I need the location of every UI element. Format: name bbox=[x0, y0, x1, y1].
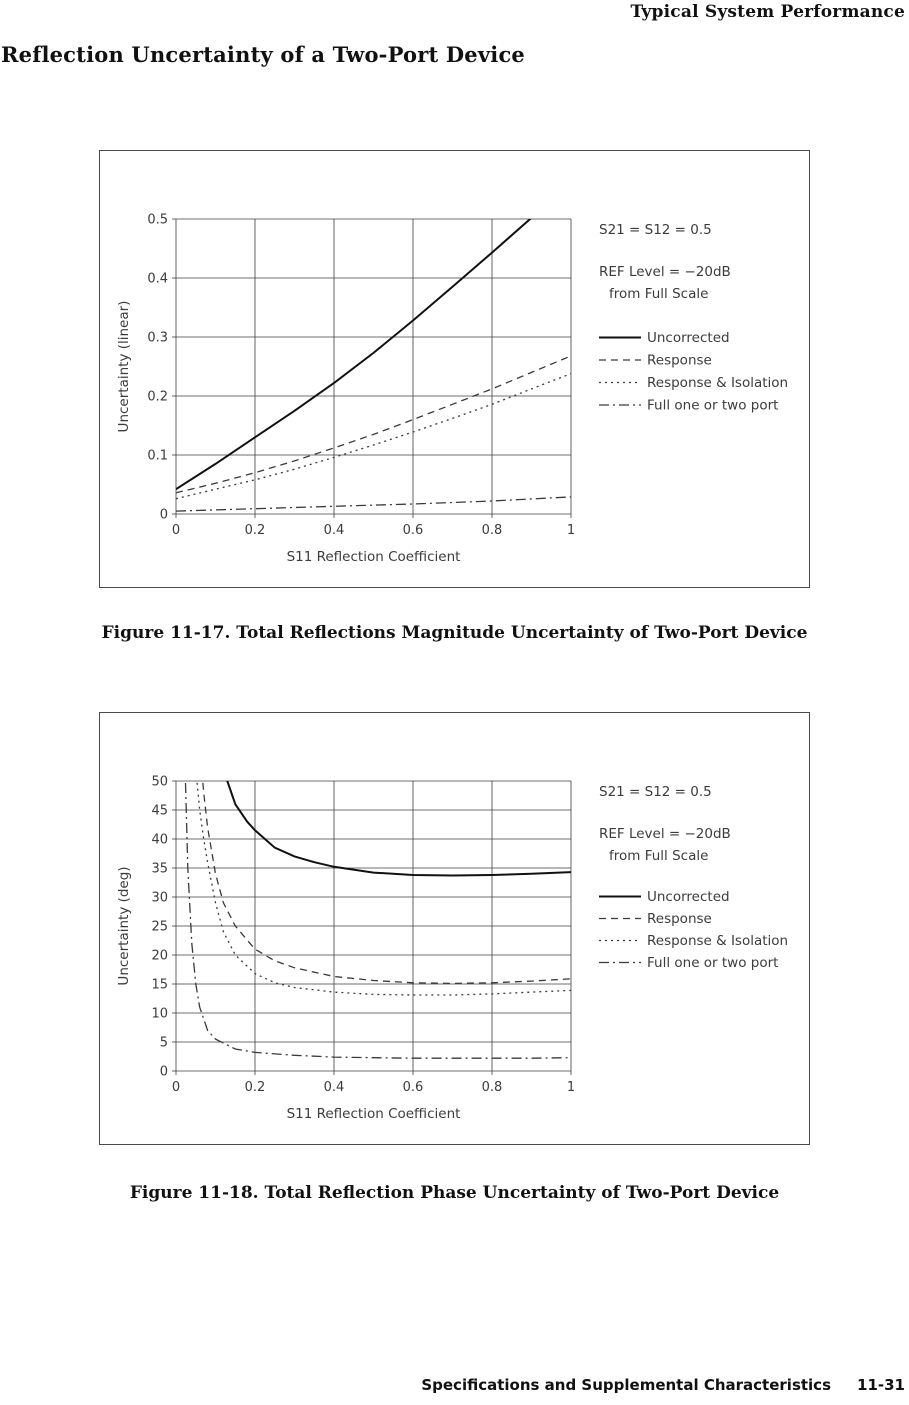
y-axis-title: Uncertainty (linear) bbox=[116, 300, 132, 433]
x-tick-label: 0.6 bbox=[402, 1080, 424, 1095]
legend-label: Response & Isolation bbox=[647, 375, 789, 391]
page-title: Reflection Uncertainty of a Two-Port Device bbox=[1, 42, 525, 67]
y-tick-label: 0.1 bbox=[147, 448, 168, 464]
legend-label: Uncorrected bbox=[647, 889, 730, 905]
phase-uncertainty-chart bbox=[100, 713, 809, 1144]
y-tick-label: 0.2 bbox=[147, 389, 168, 405]
chart-annotation: from Full Scale bbox=[609, 848, 709, 864]
x-tick-label: 0.6 bbox=[402, 523, 424, 538]
x-tick-label: 1 bbox=[566, 523, 576, 538]
legend-label: Response & Isolation bbox=[647, 933, 789, 949]
series-line-response-isolation bbox=[192, 723, 571, 995]
footer-section-title: Specifications and Supplemental Characteristics bbox=[421, 1376, 832, 1394]
running-header: Typical System Performance bbox=[630, 2, 905, 22]
x-tick-label: 0 bbox=[171, 1080, 181, 1095]
series-line-response bbox=[198, 723, 571, 983]
y-tick-label: 0.5 bbox=[147, 212, 168, 228]
y-tick-label: 50 bbox=[151, 774, 168, 790]
series-line-full-one-or-two-port bbox=[184, 723, 571, 1058]
x-tick-label: 0.2 bbox=[244, 1080, 266, 1095]
series-line-full-one-or-two-port bbox=[176, 497, 571, 511]
chart-annotation: S21 = S12 = 0.5 bbox=[599, 784, 712, 800]
footer-page-number: 11-31 bbox=[857, 1376, 905, 1394]
y-tick-label: 15 bbox=[151, 977, 168, 993]
y-tick-label: 20 bbox=[151, 948, 168, 964]
legend-label: Full one or two port bbox=[647, 397, 779, 414]
y-tick-label: 45 bbox=[151, 803, 168, 819]
figure-11-17-box bbox=[99, 150, 810, 588]
x-tick-label: 0.4 bbox=[323, 1080, 345, 1095]
y-tick-label: 35 bbox=[151, 861, 168, 877]
chart-annotation: S21 = S12 = 0.5 bbox=[599, 222, 712, 238]
series-line-uncorrected bbox=[176, 206, 543, 489]
legend-label: Response bbox=[647, 911, 712, 927]
legend-label: Response bbox=[647, 352, 712, 369]
chart-annotation: REF Level = −20dB bbox=[599, 264, 731, 280]
page-footer bbox=[421, 1376, 905, 1394]
x-tick-label: 0 bbox=[171, 523, 181, 538]
x-tick-label: 1 bbox=[566, 1080, 576, 1095]
y-tick-label: 30 bbox=[151, 890, 168, 906]
series-line-response bbox=[176, 356, 571, 493]
series-line-uncorrected bbox=[221, 746, 571, 875]
x-tick-label: 0.8 bbox=[481, 523, 503, 538]
series-line-response-isolation bbox=[176, 374, 571, 499]
figure-11-18-caption: Figure 11-18. Total Reflection Phase Uncertainty of Two-Port Device bbox=[129, 1183, 780, 1203]
legend-label: Full one or two port bbox=[647, 955, 779, 971]
legend-label: Uncorrected bbox=[647, 330, 730, 346]
y-tick-label: 5 bbox=[159, 1035, 168, 1051]
y-tick-label: 0.3 bbox=[147, 330, 168, 346]
x-tick-label: 0.4 bbox=[323, 523, 345, 538]
y-tick-label: 40 bbox=[151, 832, 168, 848]
x-tick-label: 0.2 bbox=[244, 523, 266, 538]
x-axis-title: S11 Reflection Coefficient bbox=[286, 1106, 461, 1122]
x-tick-label: 0.8 bbox=[481, 1080, 503, 1095]
x-axis-title: S11 Reflection Coefficient bbox=[286, 549, 461, 565]
chart-annotation: from Full Scale bbox=[609, 286, 709, 302]
chart-annotation: REF Level = −20dB bbox=[599, 826, 731, 842]
y-tick-label: 10 bbox=[151, 1006, 168, 1022]
y-tick-label: 25 bbox=[151, 919, 168, 935]
magnitude-uncertainty-chart bbox=[100, 151, 809, 587]
y-tick-label: 0.4 bbox=[147, 271, 168, 287]
figure-11-17-caption: Figure 11-17. Total Reflections Magnitude Uncertainty of Two-Port Device bbox=[101, 623, 808, 643]
figure-11-18-box bbox=[99, 712, 810, 1145]
y-axis-title: Uncertainty (deg) bbox=[116, 866, 132, 986]
y-tick-label: 0 bbox=[159, 1064, 168, 1080]
y-tick-label: 0 bbox=[159, 507, 168, 523]
